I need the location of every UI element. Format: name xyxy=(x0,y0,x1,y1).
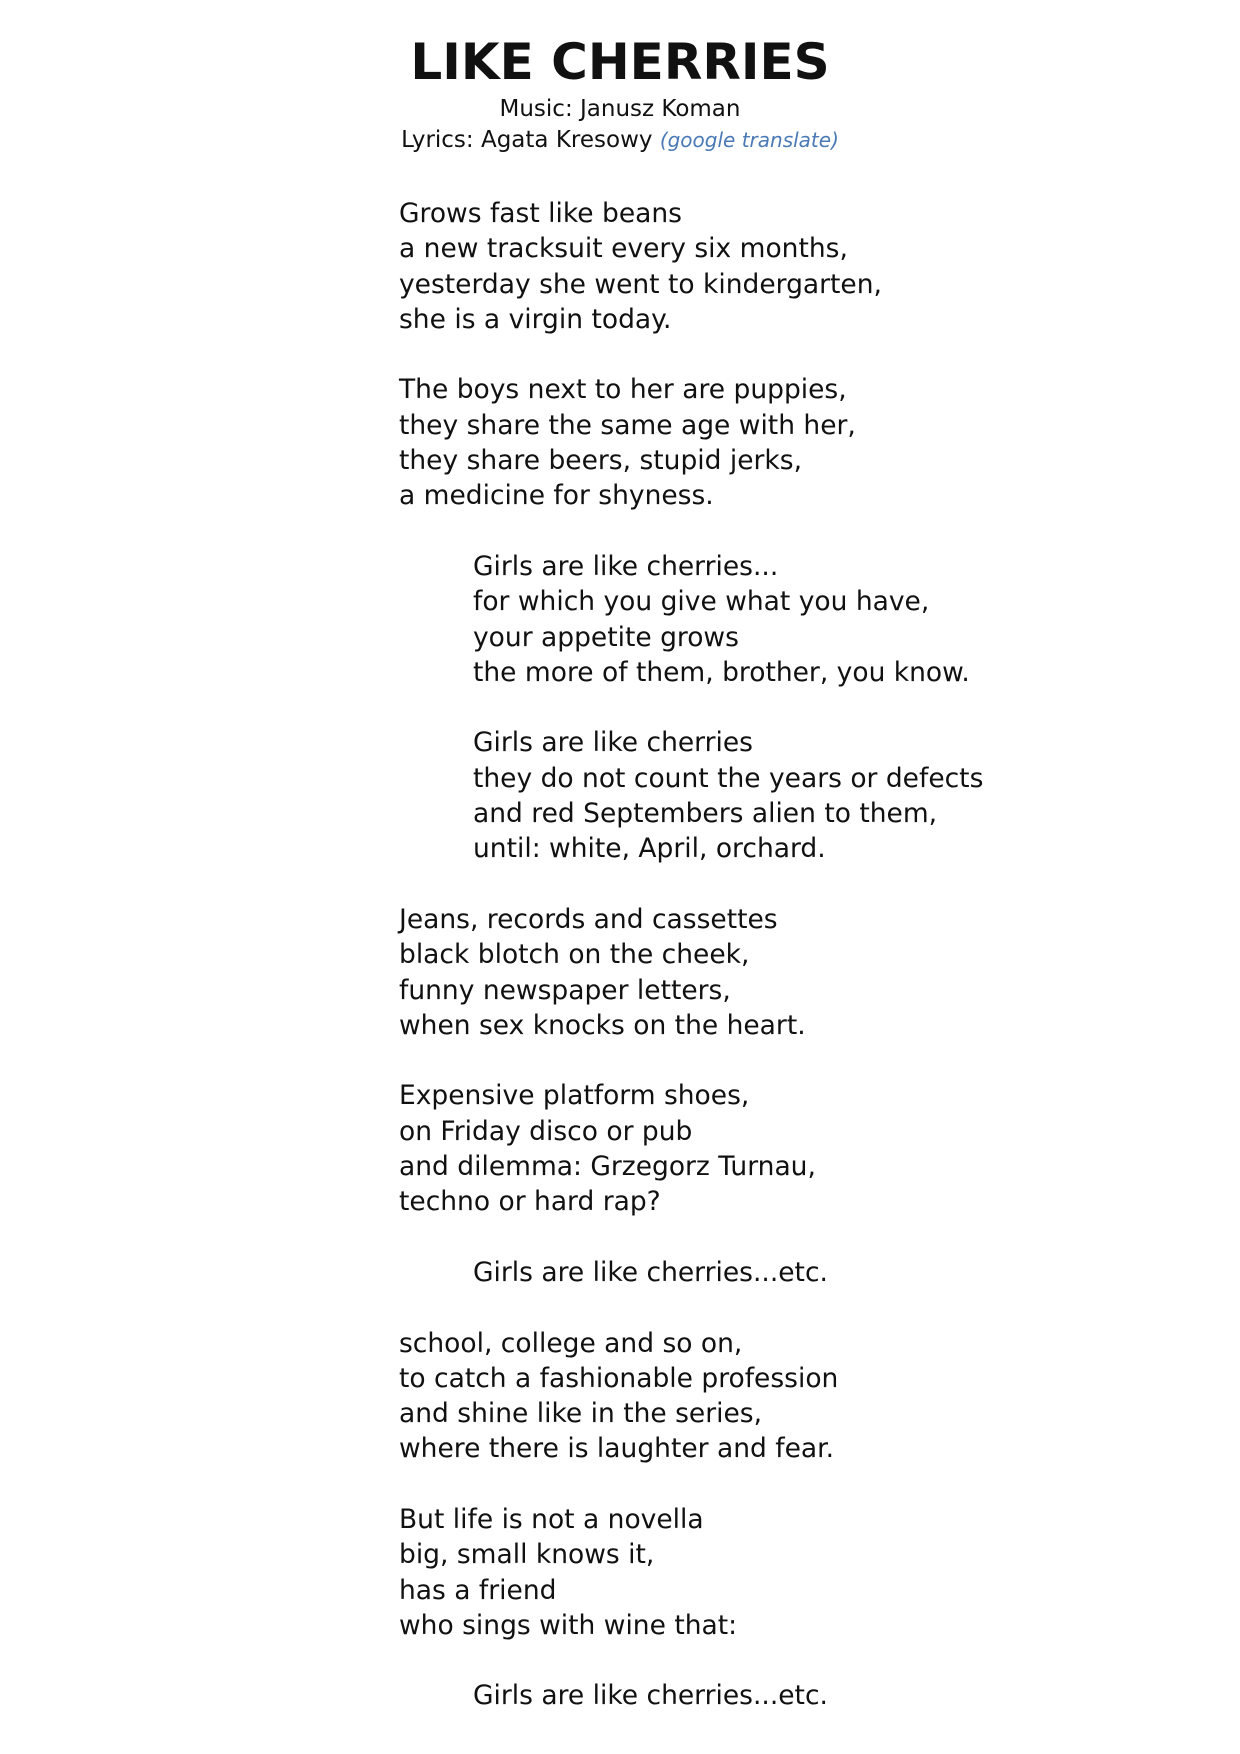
stanza-verse-5 xyxy=(399,1326,1199,1467)
lyric-line: The boys next to her are puppies, xyxy=(399,374,847,406)
lyrics-body xyxy=(399,196,1199,1749)
lyric-line: and shine like in the series, xyxy=(399,1398,763,1430)
lyric-line: school, college and so on, xyxy=(399,1327,743,1359)
lyric-line: Girls are like cherries...etc. xyxy=(473,1680,828,1712)
lyric-line: funny newspaper letters, xyxy=(399,974,731,1006)
stanza-verse-4 xyxy=(399,1078,1199,1219)
lyric-line: the more of them, brother, you know. xyxy=(473,656,970,688)
song-title: LIKE CHERRIES xyxy=(410,33,830,91)
stanza-chorus-repeat-1 xyxy=(399,1255,1199,1290)
lyric-line: Grows fast like beans xyxy=(399,198,682,229)
lyric-line: has a friend xyxy=(399,1574,557,1606)
lyric-line: Girls are like cherries xyxy=(473,727,753,759)
lyric-line: But life is not a novella xyxy=(399,1503,704,1535)
lyric-line: and dilemma: Grzegorz Turnau, xyxy=(399,1151,816,1183)
lyrics-credit-line xyxy=(0,125,1240,156)
lyrics-credit: Lyrics: Agata Kresowy xyxy=(401,127,653,153)
translation-note: (google translate) xyxy=(659,128,839,152)
lyric-line: a new tracksuit every six months, xyxy=(399,233,848,265)
lyric-line: your appetite grows xyxy=(473,621,739,653)
lyric-line: Expensive platform shoes, xyxy=(399,1080,750,1112)
lyric-line: where there is laughter and fear. xyxy=(399,1433,834,1465)
stanza-chorus-repeat-2 xyxy=(399,1678,1199,1713)
lyric-line: Girls are like cherries...etc. xyxy=(473,1256,828,1288)
lyric-line: Girls are like cherries... xyxy=(473,550,779,582)
lyric-line: until: white, April, orchard. xyxy=(473,833,826,865)
song-header xyxy=(0,30,1240,156)
lyric-line: a medicine for shyness. xyxy=(399,480,714,512)
lyric-line: when sex knocks on the heart. xyxy=(399,1009,806,1041)
lyric-line: they share beers, stupid jerks, xyxy=(399,445,803,477)
stanza-verse-6 xyxy=(399,1502,1199,1643)
stanza-chorus-2 xyxy=(399,725,1199,866)
lyric-line: and red Septembers alien to them, xyxy=(473,798,938,830)
lyric-line: they do not count the years or defects xyxy=(473,762,984,794)
lyric-line: black blotch on the cheek, xyxy=(399,939,750,971)
lyric-line: yesterday she went to kindergarten, xyxy=(399,268,882,300)
music-credit: Music: Janusz Koman xyxy=(499,96,741,122)
lyric-line: techno or hard rap? xyxy=(399,1186,661,1218)
lyric-line: big, small knows it, xyxy=(399,1539,655,1571)
stanza-verse-2 xyxy=(399,372,1199,513)
stanza-verse-3 xyxy=(399,902,1199,1043)
lyric-line: they share the same age with her, xyxy=(399,409,856,441)
lyric-line: to catch a fashionable profession xyxy=(399,1362,839,1394)
stanza-verse-1 xyxy=(399,196,1199,337)
lyric-line: who sings with wine that: xyxy=(399,1609,738,1641)
stanza-chorus-1 xyxy=(399,549,1199,690)
lyric-line: for which you give what you have, xyxy=(473,586,930,618)
lyric-line: Jeans, records and cassettes xyxy=(399,903,778,935)
lyric-line: she is a virgin today. xyxy=(399,303,672,335)
lyric-line: on Friday disco or pub xyxy=(399,1115,693,1147)
